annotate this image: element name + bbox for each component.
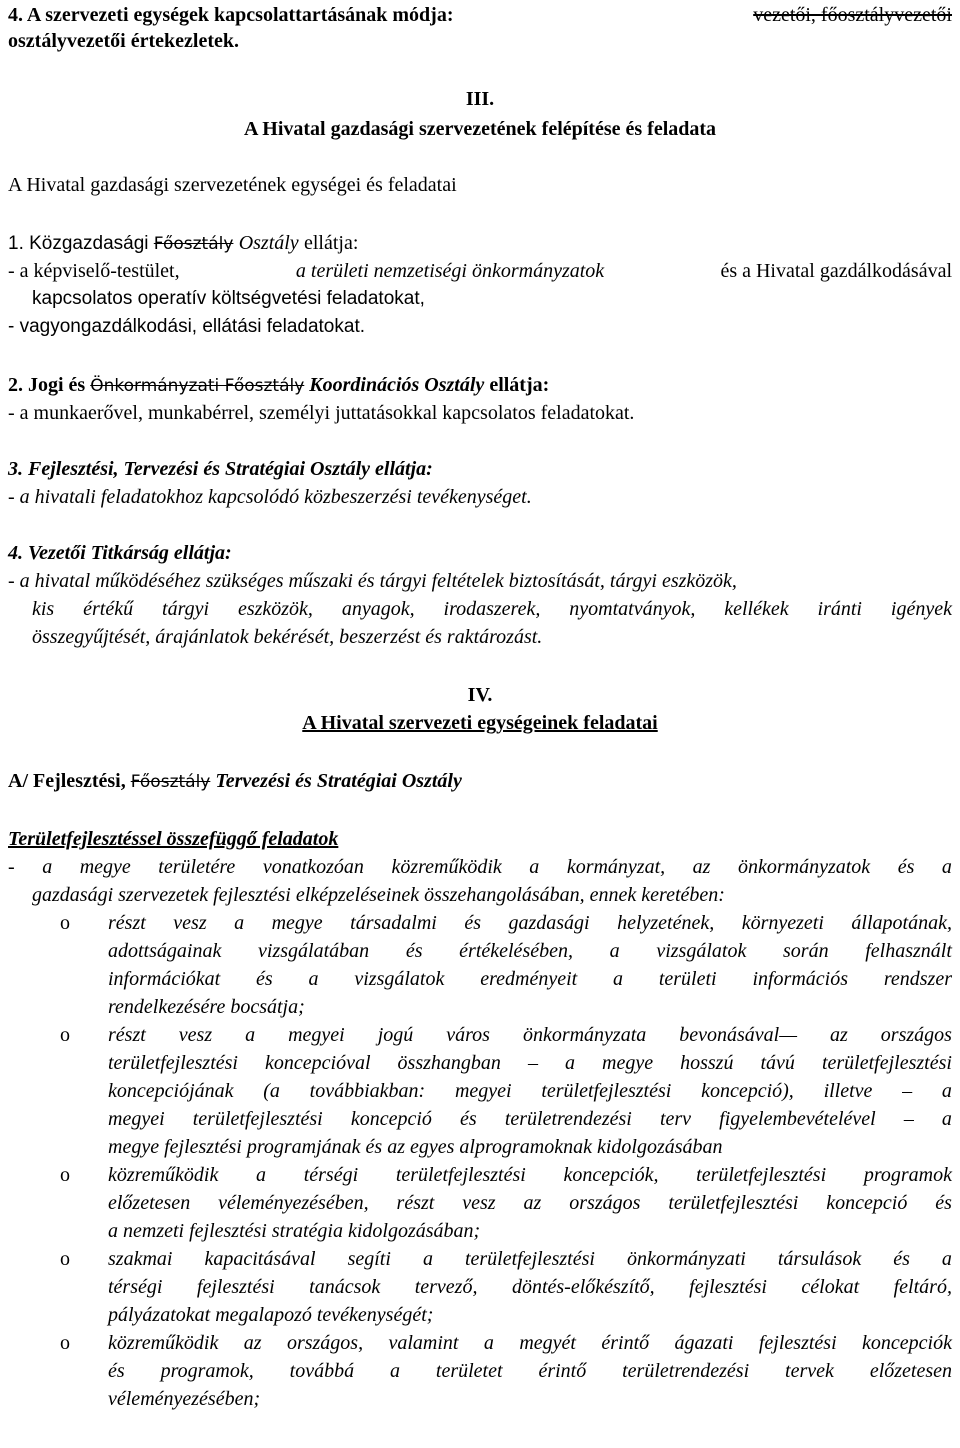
item2-italic: Koordinációs Osztály <box>309 374 485 396</box>
item1-b1-italic: a területi nemzetiségi önkormányzatok <box>295 260 605 282</box>
item3-bullet1: - a hivatali feladatokhoz kapcsolódó közbeszerzési tevékenységet. <box>8 486 532 508</box>
s4-line2: osztályvezetői értekezletek. <box>8 30 239 52</box>
item1-num: 1. Közgazdasági <box>8 233 149 254</box>
item1-struck: Főosztály <box>153 234 234 254</box>
b1-line1: részt vesz a megye társadalmi és gazdasági helyzetének, környezeti állapotának, <box>108 912 952 934</box>
s4-struck: vezetői, főosztályvezetői <box>753 4 952 26</box>
b5-line2: és programok, továbbá a területet érintő területrendezési tervek előzetesen <box>108 1360 952 1382</box>
topic-lead-line2: gazdasági szervezetek fejlesztési elképzeléseinek összehangolásában, ennek keretében: <box>32 884 725 906</box>
b4-line2: térségi fejlesztési tanácsok tervező, döntés-előkészítő, fejlesztési célokat feltáró, <box>108 1276 952 1298</box>
section-iii-roman: III. <box>465 88 495 110</box>
item1-bullet1-line1 <box>8 258 952 284</box>
bullet-marker: o <box>60 1332 70 1354</box>
section-iv-title: A Hivatal szervezeti egységeinek feladatai <box>302 712 658 734</box>
item1-heading <box>8 230 358 257</box>
section-iv-roman: IV. <box>467 684 493 706</box>
b2-line4: megyei területfejlesztési koncepció és területrendezési terv figyelembevételével – a <box>108 1108 952 1130</box>
section-a-pre: A/ Fejlesztési, <box>8 770 126 792</box>
item4-line3: összegyűjtését, árajánlatok bekérését, beszerzést és raktározást. <box>32 626 543 648</box>
bullet-marker: o <box>60 1248 70 1270</box>
b4-line1: szakmai kapacitásával segíti a területfejlesztési önkormányzati társulások és a <box>108 1248 952 1270</box>
section-iii-title: A Hivatal gazdasági szervezetének felépítése és feladata <box>243 118 717 140</box>
item2-num: 2. Jogi és <box>8 374 86 396</box>
section-a-heading <box>8 768 462 795</box>
item1-italic: Osztály <box>238 232 299 254</box>
item1-b1-post: és a Hivatal gazdálkodásával <box>720 260 952 282</box>
b4-line3: pályázatokat megalapozó tevékenységét; <box>108 1304 434 1326</box>
b1-line2: adottságainak vizsgálatában és értékelésében, a vizsgálatok során felhasznált <box>108 940 952 962</box>
section-iii-subtitle: A Hivatal gazdasági szervezetének egységei és feladatai <box>8 174 457 196</box>
item2-struck: Önkormányzati Főosztály <box>90 376 305 396</box>
item1-b1-pre: - a képviselő-testület, <box>8 260 180 282</box>
b3-line1: közreműködik a térségi területfejlesztési koncepciók, területfejlesztési programok <box>108 1164 952 1186</box>
section-a-struck: Főosztály <box>130 772 211 792</box>
item4-heading: 4. Vezetői Titkárság ellátja: <box>8 542 232 564</box>
bullet-marker: o <box>60 912 70 934</box>
item1-bullet2: - vagyongazdálkodási, ellátási feladatokat. <box>8 316 366 337</box>
item1-bullet1-line2: kapcsolatos operatív költségvetési feladatokat, <box>32 288 425 309</box>
section-a-italic: Tervezési és Stratégiai Osztály <box>215 770 462 792</box>
b2-line2: területfejlesztési koncepcióval összhangban – a megye hosszú távú területfejlesztési <box>108 1052 952 1074</box>
item2-heading <box>8 372 549 399</box>
bullet-marker: o <box>60 1024 70 1046</box>
item1-tail: ellátja: <box>303 232 359 254</box>
item4-line1: - a hivatal működéséhez szükséges műszaki és tárgyi feltételek biztosítását, tárgyi eszközök, <box>8 570 737 592</box>
s4-lead: 4. A szervezeti egységek kapcsolattartásának módja: <box>8 4 454 26</box>
item2-bullet1: - a munkaerővel, munkabérrel, személyi juttatásokkal kapcsolatos feladatokat. <box>8 402 635 424</box>
item3-heading: 3. Fejlesztési, Tervezési és Stratégiai Osztály ellátja: <box>8 458 433 480</box>
b2-line1: részt vesz a megyei jogú város önkormányzata bevonásával— az országos <box>108 1024 952 1046</box>
b2-line5: megye fejlesztési programjának és az egyes alprogramoknak kidolgozásában <box>108 1136 723 1158</box>
b5-line3: véleményezésében; <box>108 1388 261 1410</box>
topic-lead-line1: - a megye területére vonatkozóan közreműködik a kormányzat, az önkormányzatok és a <box>8 856 952 878</box>
b1-line3: információkat és a vizsgálatok eredményeit a területi információs rendszer <box>108 968 952 990</box>
s4-line1 <box>8 2 952 28</box>
b2-line3: koncepciójának (a továbbiakban: megyei területfejlesztési koncepció), illetve – a <box>108 1080 952 1102</box>
b5-line1: közreműködik az országos, valamint a megyét érintő ágazati fejlesztési koncepciók <box>108 1332 952 1354</box>
b3-line3: a nemzeti fejlesztési stratégia kidolgozásában; <box>108 1220 481 1242</box>
b1-line4: rendelkezésére bocsátja; <box>108 996 305 1018</box>
bullet-marker: o <box>60 1164 70 1186</box>
item4-line2: kis értékű tárgyi eszközök, anyagok, irodaszerek, nyomtatványok, kellékek iránti igények <box>32 598 952 620</box>
b3-line2: előzetesen véleményezésében, részt vesz az országos területfejlesztési koncepció és <box>108 1192 952 1214</box>
item2-tail: ellátja: <box>489 374 550 396</box>
topic-title: Területfejlesztéssel összefüggő feladatok <box>8 828 339 850</box>
